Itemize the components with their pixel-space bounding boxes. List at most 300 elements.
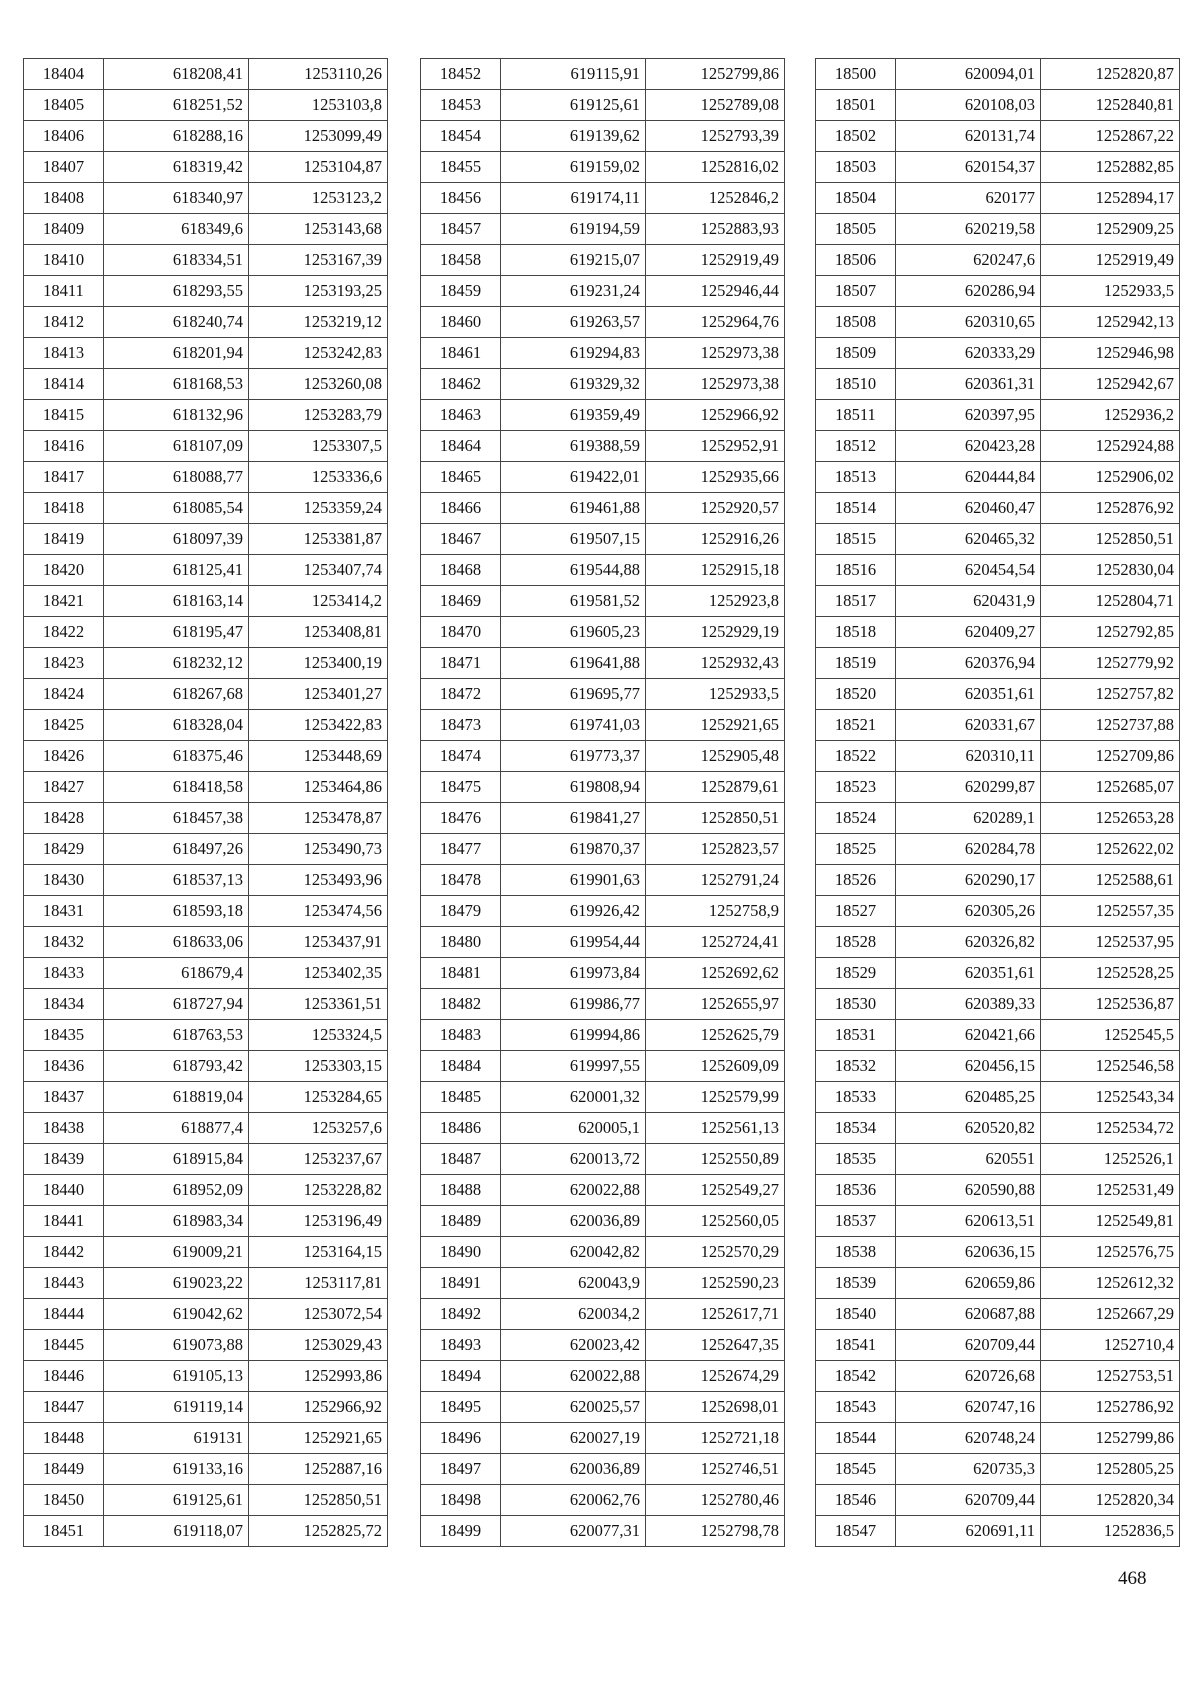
x-coordinate-cell: 618679,4	[104, 958, 249, 989]
point-number-cell: 18431	[24, 896, 104, 927]
point-number-cell: 18433	[24, 958, 104, 989]
y-coordinate-cell: 1252825,72	[249, 1516, 388, 1547]
table-row	[421, 524, 785, 555]
x-coordinate-cell: 620023,42	[501, 1330, 646, 1361]
x-coordinate-cell: 620284,78	[896, 834, 1041, 865]
x-coordinate-cell: 619997,55	[501, 1051, 646, 1082]
y-coordinate-cell: 1252528,25	[1041, 958, 1180, 989]
point-number-cell: 18452	[421, 59, 501, 90]
y-coordinate-cell: 1252906,02	[1041, 462, 1180, 493]
y-coordinate-cell: 1253493,96	[249, 865, 388, 896]
point-number-cell: 18534	[816, 1113, 896, 1144]
point-number-cell: 18503	[816, 152, 896, 183]
x-coordinate-cell: 619641,88	[501, 648, 646, 679]
y-coordinate-cell: 1252946,98	[1041, 338, 1180, 369]
point-number-cell: 18516	[816, 555, 896, 586]
x-coordinate-cell: 620036,89	[501, 1454, 646, 1485]
x-coordinate-cell: 620289,1	[896, 803, 1041, 834]
x-coordinate-cell: 619294,83	[501, 338, 646, 369]
table-row	[24, 276, 388, 307]
table-row	[816, 183, 1180, 214]
table-row	[421, 1206, 785, 1237]
x-coordinate-cell: 619119,14	[104, 1392, 249, 1423]
x-coordinate-cell: 620431,9	[896, 586, 1041, 617]
x-coordinate-cell: 618319,42	[104, 152, 249, 183]
x-coordinate-cell: 618763,53	[104, 1020, 249, 1051]
x-coordinate-cell: 619042,62	[104, 1299, 249, 1330]
x-coordinate-cell: 620022,88	[501, 1175, 646, 1206]
x-coordinate-cell: 620034,2	[501, 1299, 646, 1330]
point-number-cell: 18487	[421, 1144, 501, 1175]
x-coordinate-cell: 618293,55	[104, 276, 249, 307]
x-coordinate-cell: 618088,77	[104, 462, 249, 493]
x-coordinate-cell: 619231,24	[501, 276, 646, 307]
point-number-cell: 18497	[421, 1454, 501, 1485]
y-coordinate-cell: 1252924,88	[1041, 431, 1180, 462]
point-number-cell: 18478	[421, 865, 501, 896]
table-row	[816, 307, 1180, 338]
table-row	[24, 1392, 388, 1423]
table-row	[816, 121, 1180, 152]
y-coordinate-cell: 1253284,65	[249, 1082, 388, 1113]
point-number-cell: 18505	[816, 214, 896, 245]
y-coordinate-cell: 1252846,2	[646, 183, 785, 214]
point-number-cell: 18457	[421, 214, 501, 245]
table-row	[816, 462, 1180, 493]
point-number-cell: 18539	[816, 1268, 896, 1299]
y-coordinate-cell: 1252709,86	[1041, 741, 1180, 772]
x-coordinate-cell: 620551	[896, 1144, 1041, 1175]
x-coordinate-cell: 620465,32	[896, 524, 1041, 555]
table-row	[421, 90, 785, 121]
table-row	[816, 617, 1180, 648]
x-coordinate-cell: 619507,15	[501, 524, 646, 555]
x-coordinate-cell: 619023,22	[104, 1268, 249, 1299]
table-row	[816, 772, 1180, 803]
table-row	[24, 524, 388, 555]
point-number-cell: 18504	[816, 183, 896, 214]
table-row	[421, 1454, 785, 1485]
point-number-cell: 18496	[421, 1423, 501, 1454]
table-row	[24, 1330, 388, 1361]
y-coordinate-cell: 1252933,5	[646, 679, 785, 710]
point-number-cell: 18480	[421, 927, 501, 958]
table-row	[421, 1485, 785, 1516]
table-row	[816, 1237, 1180, 1268]
y-coordinate-cell: 1253474,56	[249, 896, 388, 927]
coordinates-table-middle	[420, 58, 785, 1547]
table-row	[816, 524, 1180, 555]
x-coordinate-cell: 620036,89	[501, 1206, 646, 1237]
table-row	[816, 803, 1180, 834]
point-number-cell: 18470	[421, 617, 501, 648]
x-coordinate-cell: 618132,96	[104, 400, 249, 431]
table-row	[816, 1020, 1180, 1051]
coordinates-table-right	[815, 58, 1180, 1547]
y-coordinate-cell: 1252921,65	[249, 1423, 388, 1454]
y-coordinate-cell: 1252536,87	[1041, 989, 1180, 1020]
y-coordinate-cell: 1252549,81	[1041, 1206, 1180, 1237]
point-number-cell: 18495	[421, 1392, 501, 1423]
table-row	[24, 1237, 388, 1268]
y-coordinate-cell: 1253448,69	[249, 741, 388, 772]
table-row	[816, 1423, 1180, 1454]
y-coordinate-cell: 1253402,35	[249, 958, 388, 989]
x-coordinate-cell: 620013,72	[501, 1144, 646, 1175]
y-coordinate-cell: 1252753,51	[1041, 1361, 1180, 1392]
x-coordinate-cell: 620520,82	[896, 1113, 1041, 1144]
point-number-cell: 18443	[24, 1268, 104, 1299]
point-number-cell: 18475	[421, 772, 501, 803]
y-coordinate-cell: 1252647,35	[646, 1330, 785, 1361]
table-row	[421, 772, 785, 803]
x-coordinate-cell: 620043,9	[501, 1268, 646, 1299]
table-row	[816, 1516, 1180, 1547]
table-row	[421, 59, 785, 90]
y-coordinate-cell: 1252850,51	[1041, 524, 1180, 555]
table-row	[24, 245, 388, 276]
table-row	[421, 369, 785, 400]
point-number-cell: 18519	[816, 648, 896, 679]
table-row	[816, 896, 1180, 927]
point-number-cell: 18536	[816, 1175, 896, 1206]
y-coordinate-cell: 1252966,92	[249, 1392, 388, 1423]
table-row	[421, 338, 785, 369]
table-row	[421, 958, 785, 989]
x-coordinate-cell: 620709,44	[896, 1330, 1041, 1361]
table-row	[816, 1330, 1180, 1361]
y-coordinate-cell: 1252836,5	[1041, 1516, 1180, 1547]
point-number-cell: 18532	[816, 1051, 896, 1082]
x-coordinate-cell: 618633,06	[104, 927, 249, 958]
x-coordinate-cell: 618240,74	[104, 307, 249, 338]
y-coordinate-cell: 1253110,26	[249, 59, 388, 90]
x-coordinate-cell: 618251,52	[104, 90, 249, 121]
x-coordinate-cell: 618328,04	[104, 710, 249, 741]
table-row	[421, 803, 785, 834]
x-coordinate-cell: 619986,77	[501, 989, 646, 1020]
table-row	[24, 1082, 388, 1113]
point-number-cell: 18453	[421, 90, 501, 121]
y-coordinate-cell: 1252973,38	[646, 338, 785, 369]
point-number-cell: 18435	[24, 1020, 104, 1051]
point-number-cell: 18466	[421, 493, 501, 524]
point-number-cell: 18422	[24, 617, 104, 648]
x-coordinate-cell: 619073,88	[104, 1330, 249, 1361]
y-coordinate-cell: 1253072,54	[249, 1299, 388, 1330]
point-number-cell: 18461	[421, 338, 501, 369]
point-number-cell: 18418	[24, 493, 104, 524]
point-number-cell: 18445	[24, 1330, 104, 1361]
y-coordinate-cell: 1252883,93	[646, 214, 785, 245]
table-row	[24, 1423, 388, 1454]
y-coordinate-cell: 1252823,57	[646, 834, 785, 865]
table-row	[24, 710, 388, 741]
x-coordinate-cell: 618163,14	[104, 586, 249, 617]
point-number-cell: 18508	[816, 307, 896, 338]
x-coordinate-cell: 619581,52	[501, 586, 646, 617]
y-coordinate-cell: 1252933,5	[1041, 276, 1180, 307]
x-coordinate-cell: 620735,3	[896, 1454, 1041, 1485]
point-number-cell: 18432	[24, 927, 104, 958]
point-number-cell: 18450	[24, 1485, 104, 1516]
x-coordinate-cell: 620094,01	[896, 59, 1041, 90]
x-coordinate-cell: 619115,91	[501, 59, 646, 90]
y-coordinate-cell: 1253260,08	[249, 369, 388, 400]
x-coordinate-cell: 618457,38	[104, 803, 249, 834]
point-number-cell: 18520	[816, 679, 896, 710]
table-row	[816, 276, 1180, 307]
x-coordinate-cell: 620005,1	[501, 1113, 646, 1144]
y-coordinate-cell: 1252916,26	[646, 524, 785, 555]
x-coordinate-cell: 619125,61	[501, 90, 646, 121]
point-number-cell: 18493	[421, 1330, 501, 1361]
x-coordinate-cell: 619105,13	[104, 1361, 249, 1392]
point-number-cell: 18410	[24, 245, 104, 276]
table-row	[24, 1299, 388, 1330]
x-coordinate-cell: 620485,25	[896, 1082, 1041, 1113]
point-number-cell: 18526	[816, 865, 896, 896]
table-row	[421, 1299, 785, 1330]
point-number-cell: 18518	[816, 617, 896, 648]
point-number-cell: 18515	[816, 524, 896, 555]
x-coordinate-cell: 619901,63	[501, 865, 646, 896]
x-coordinate-cell: 619329,32	[501, 369, 646, 400]
table-row	[24, 400, 388, 431]
point-number-cell: 18414	[24, 369, 104, 400]
x-coordinate-cell: 620042,82	[501, 1237, 646, 1268]
y-coordinate-cell: 1252820,34	[1041, 1485, 1180, 1516]
y-coordinate-cell: 1252655,97	[646, 989, 785, 1020]
table-row	[816, 648, 1180, 679]
y-coordinate-cell: 1252531,49	[1041, 1175, 1180, 1206]
x-coordinate-cell: 620351,61	[896, 679, 1041, 710]
table-row	[24, 369, 388, 400]
table-row	[816, 679, 1180, 710]
x-coordinate-cell: 619926,42	[501, 896, 646, 927]
point-number-cell: 18448	[24, 1423, 104, 1454]
table-row	[816, 555, 1180, 586]
point-number-cell: 18447	[24, 1392, 104, 1423]
x-coordinate-cell: 620361,31	[896, 369, 1041, 400]
x-coordinate-cell: 620022,88	[501, 1361, 646, 1392]
y-coordinate-cell: 1252557,35	[1041, 896, 1180, 927]
x-coordinate-cell: 620299,87	[896, 772, 1041, 803]
y-coordinate-cell: 1253123,2	[249, 183, 388, 214]
table-row	[816, 741, 1180, 772]
x-coordinate-cell: 618340,97	[104, 183, 249, 214]
y-coordinate-cell: 1252882,85	[1041, 152, 1180, 183]
point-number-cell: 18540	[816, 1299, 896, 1330]
y-coordinate-cell: 1253099,49	[249, 121, 388, 152]
point-number-cell: 18408	[24, 183, 104, 214]
x-coordinate-cell: 620376,94	[896, 648, 1041, 679]
point-number-cell: 18472	[421, 679, 501, 710]
y-coordinate-cell: 1253029,43	[249, 1330, 388, 1361]
point-number-cell: 18502	[816, 121, 896, 152]
table-row	[24, 121, 388, 152]
table-row	[816, 214, 1180, 245]
table-row	[24, 617, 388, 648]
point-number-cell: 18494	[421, 1361, 501, 1392]
table-row	[421, 307, 785, 338]
table-row	[421, 400, 785, 431]
y-coordinate-cell: 1252698,01	[646, 1392, 785, 1423]
x-coordinate-cell: 619773,37	[501, 741, 646, 772]
point-number-cell: 18437	[24, 1082, 104, 1113]
table-row	[24, 1020, 388, 1051]
x-coordinate-cell: 618819,04	[104, 1082, 249, 1113]
point-number-cell: 18439	[24, 1144, 104, 1175]
table-row	[24, 1268, 388, 1299]
point-number-cell: 18429	[24, 834, 104, 865]
y-coordinate-cell: 1252758,9	[646, 896, 785, 927]
point-number-cell: 18485	[421, 1082, 501, 1113]
y-coordinate-cell: 1253324,5	[249, 1020, 388, 1051]
x-coordinate-cell: 618267,68	[104, 679, 249, 710]
x-coordinate-cell: 618537,13	[104, 865, 249, 896]
point-number-cell: 18406	[24, 121, 104, 152]
point-number-cell: 18486	[421, 1113, 501, 1144]
x-coordinate-cell: 620027,19	[501, 1423, 646, 1454]
x-coordinate-cell: 620421,66	[896, 1020, 1041, 1051]
point-number-cell: 18483	[421, 1020, 501, 1051]
y-coordinate-cell: 1252692,62	[646, 958, 785, 989]
table-row	[421, 710, 785, 741]
y-coordinate-cell: 1252780,46	[646, 1485, 785, 1516]
point-number-cell: 18446	[24, 1361, 104, 1392]
table-row	[421, 1330, 785, 1361]
y-coordinate-cell: 1252792,85	[1041, 617, 1180, 648]
table-row	[421, 586, 785, 617]
y-coordinate-cell: 1253464,86	[249, 772, 388, 803]
point-number-cell: 18489	[421, 1206, 501, 1237]
x-coordinate-cell: 619159,02	[501, 152, 646, 183]
table-row	[421, 462, 785, 493]
y-coordinate-cell: 1252737,88	[1041, 710, 1180, 741]
y-coordinate-cell: 1252973,38	[646, 369, 785, 400]
point-number-cell: 18488	[421, 1175, 501, 1206]
x-coordinate-cell: 619194,59	[501, 214, 646, 245]
table-row	[24, 989, 388, 1020]
table-row	[24, 555, 388, 586]
point-number-cell: 18409	[24, 214, 104, 245]
table-row	[421, 555, 785, 586]
y-coordinate-cell: 1253219,12	[249, 307, 388, 338]
y-coordinate-cell: 1253164,15	[249, 1237, 388, 1268]
x-coordinate-cell: 618915,84	[104, 1144, 249, 1175]
x-coordinate-cell: 618168,53	[104, 369, 249, 400]
point-number-cell: 18479	[421, 896, 501, 927]
x-coordinate-cell: 620590,88	[896, 1175, 1041, 1206]
x-coordinate-cell: 618208,41	[104, 59, 249, 90]
table-row	[24, 741, 388, 772]
table-row	[24, 1485, 388, 1516]
point-number-cell: 18426	[24, 741, 104, 772]
x-coordinate-cell: 620177	[896, 183, 1041, 214]
table-row	[24, 59, 388, 90]
y-coordinate-cell: 1252789,08	[646, 90, 785, 121]
point-number-cell: 18459	[421, 276, 501, 307]
coordinates-table-left	[23, 58, 388, 1547]
x-coordinate-cell: 620131,74	[896, 121, 1041, 152]
y-coordinate-cell: 1253307,5	[249, 431, 388, 462]
y-coordinate-cell: 1252820,87	[1041, 59, 1180, 90]
table-row	[816, 59, 1180, 90]
x-coordinate-cell: 618952,09	[104, 1175, 249, 1206]
point-number-cell: 18492	[421, 1299, 501, 1330]
x-coordinate-cell: 618983,34	[104, 1206, 249, 1237]
table-row	[816, 1454, 1180, 1485]
x-coordinate-cell: 618195,47	[104, 617, 249, 648]
table-row	[24, 183, 388, 214]
table-row	[816, 369, 1180, 400]
y-coordinate-cell: 1253336,6	[249, 462, 388, 493]
table-row	[24, 865, 388, 896]
x-coordinate-cell: 619139,62	[501, 121, 646, 152]
x-coordinate-cell: 620326,82	[896, 927, 1041, 958]
x-coordinate-cell: 620659,86	[896, 1268, 1041, 1299]
point-number-cell: 18436	[24, 1051, 104, 1082]
x-coordinate-cell: 618125,41	[104, 555, 249, 586]
x-coordinate-cell: 618793,42	[104, 1051, 249, 1082]
table-row	[421, 493, 785, 524]
y-coordinate-cell: 1252546,58	[1041, 1051, 1180, 1082]
y-coordinate-cell: 1252919,49	[646, 245, 785, 276]
point-number-cell: 18415	[24, 400, 104, 431]
point-number-cell: 18451	[24, 1516, 104, 1547]
point-number-cell: 18405	[24, 90, 104, 121]
x-coordinate-cell: 620310,11	[896, 741, 1041, 772]
x-coordinate-cell: 619605,23	[501, 617, 646, 648]
table-row	[421, 741, 785, 772]
table-row	[816, 1268, 1180, 1299]
table-row	[24, 679, 388, 710]
x-coordinate-cell: 619461,88	[501, 493, 646, 524]
point-number-cell: 18411	[24, 276, 104, 307]
point-number-cell: 18416	[24, 431, 104, 462]
x-coordinate-cell: 618877,4	[104, 1113, 249, 1144]
x-coordinate-cell: 620062,76	[501, 1485, 646, 1516]
y-coordinate-cell: 1252576,75	[1041, 1237, 1180, 1268]
point-number-cell: 18500	[816, 59, 896, 90]
y-coordinate-cell: 1252830,04	[1041, 555, 1180, 586]
x-coordinate-cell: 618593,18	[104, 896, 249, 927]
table-row	[816, 1392, 1180, 1423]
table-row	[421, 276, 785, 307]
point-number-cell: 18417	[24, 462, 104, 493]
point-number-cell: 18511	[816, 400, 896, 431]
point-number-cell: 18484	[421, 1051, 501, 1082]
y-coordinate-cell: 1252919,49	[1041, 245, 1180, 276]
x-coordinate-cell: 620748,24	[896, 1423, 1041, 1454]
table-row	[816, 710, 1180, 741]
x-coordinate-cell: 620636,15	[896, 1237, 1041, 1268]
table-row	[24, 1175, 388, 1206]
y-coordinate-cell: 1252612,32	[1041, 1268, 1180, 1299]
table-row	[816, 90, 1180, 121]
table-row	[24, 1206, 388, 1237]
y-coordinate-cell: 1253401,27	[249, 679, 388, 710]
table-row	[24, 1454, 388, 1485]
point-number-cell: 18543	[816, 1392, 896, 1423]
y-coordinate-cell: 1253490,73	[249, 834, 388, 865]
table-row	[421, 1175, 785, 1206]
point-number-cell: 18501	[816, 90, 896, 121]
x-coordinate-cell: 620389,33	[896, 989, 1041, 1020]
y-coordinate-cell: 1252588,61	[1041, 865, 1180, 896]
y-coordinate-cell: 1253359,24	[249, 493, 388, 524]
